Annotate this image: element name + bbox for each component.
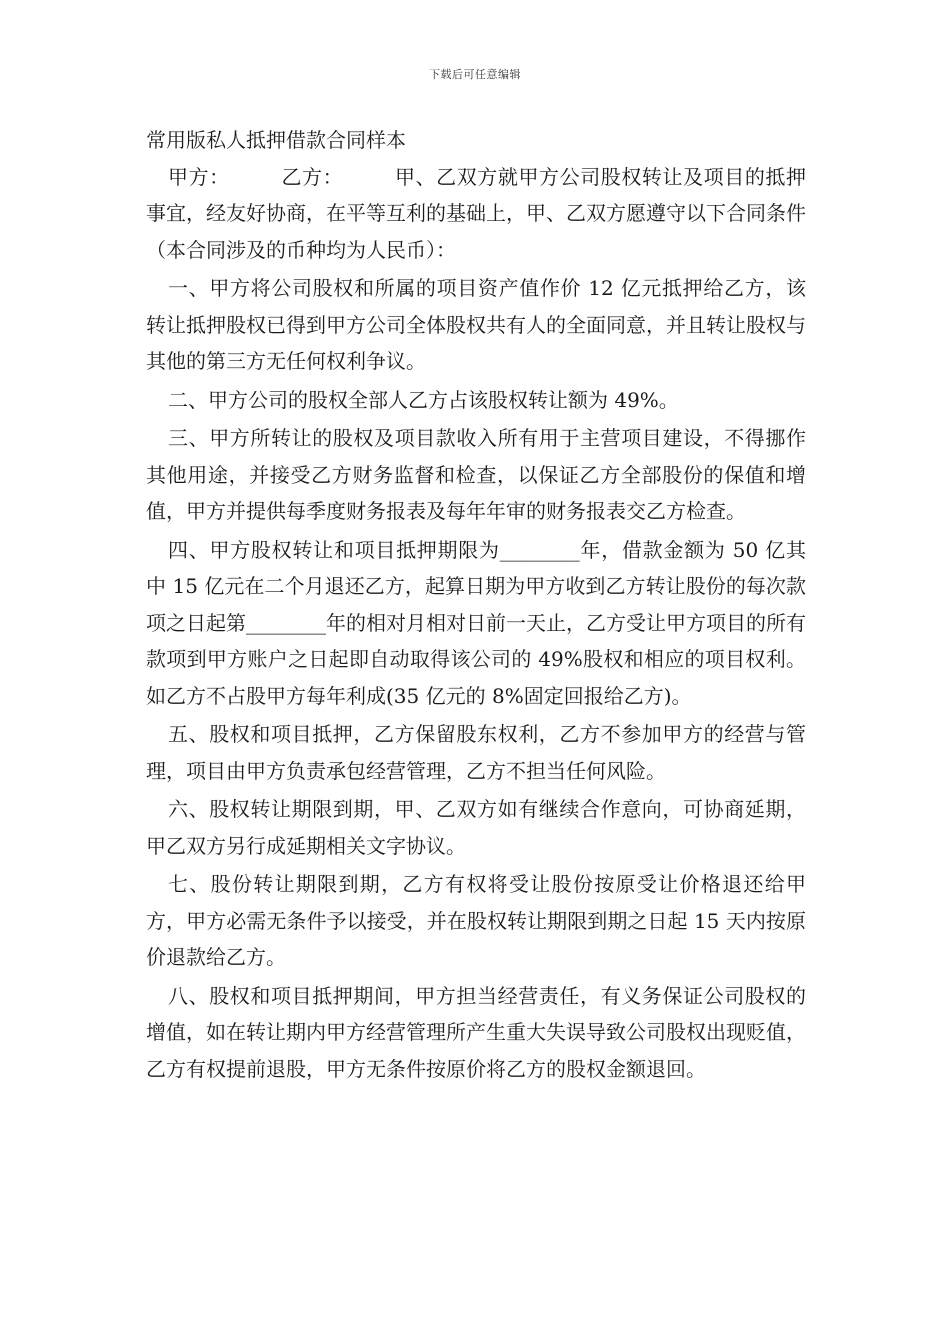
clause-3: 三、甲方所转让的股权及项目款收入所有用于主营项目建设，不得挪作其他用途，并接受乙方财务监督和检查，以保证乙方全部股份的保值和增值，甲方并提供每季度财务报表及每年年审的财务报表交乙方检查。 bbox=[146, 426, 806, 523]
clause-6: 六、股权转让期限到期，甲、乙双方如有继续合作意向，可协商延期，甲乙双方另行成延期相关文字协议。 bbox=[146, 797, 806, 858]
document-body bbox=[146, 122, 806, 1087]
clause-5: 五、股权和项目抵押，乙方保留股东权利，乙方不参加甲方的经营与管理，项目由甲方负责承包经营管理，乙方不担当任何风险。 bbox=[146, 722, 806, 783]
intro-paragraph: 甲方： 乙方： 甲、乙双方就甲方公司股权转让及项目的抵押事宜，经友好协商，在平等互利的基础上，甲、乙双方愿遵守以下合同条件（本合同涉及的币种均为人民币）： bbox=[146, 164, 806, 262]
clause-1: 一、甲方将公司股权和所属的项目资产值作价 12 亿元抵押给乙方，该转让抵押股权已得到甲方公司全体股权共有人的全面同意，并且转让股权与其他的第三方无任何权利争议。 bbox=[146, 276, 806, 373]
clause-4: 四、甲方股权转让和项目抵押期限为________年，借款金额为 50 亿其中 15 亿元在二个月退还乙方，起算日期为甲方收到乙方转让股份的每次款项之日起第________年的相对月相对日前一天止，乙方受让甲方项目的所有款项到甲方账户之日起即自动取得该公司的 49%股权和相应的项目权利。如乙方不占股甲方每年利成(35 亿元的 8%固定回报给乙方)。 bbox=[146, 537, 806, 708]
document-title: 常用版私人抵押借款合同样本 bbox=[146, 128, 406, 152]
clause-7: 七、股份转让期限到期，乙方有权将受让股份按原受让价格退还给甲方，甲方必需无条件予以接受，并在股权转让期限到期之日起 15 天内按原价退款给乙方。 bbox=[146, 872, 806, 969]
page-header: 下载后可任意编辑 bbox=[429, 68, 521, 81]
clause-8: 八、股权和项目抵押期间，甲方担当经营责任，有义务保证公司股权的增值，如在转让期内甲方经营管理所产生重大失误导致公司股权出现贬值，乙方有权提前退股，甲方无条件按原价将乙方的股权金额退回。 bbox=[146, 983, 806, 1081]
clause-2: 二、甲方公司的股权全部人乙方占该股权转让额为 49%。 bbox=[168, 387, 679, 412]
